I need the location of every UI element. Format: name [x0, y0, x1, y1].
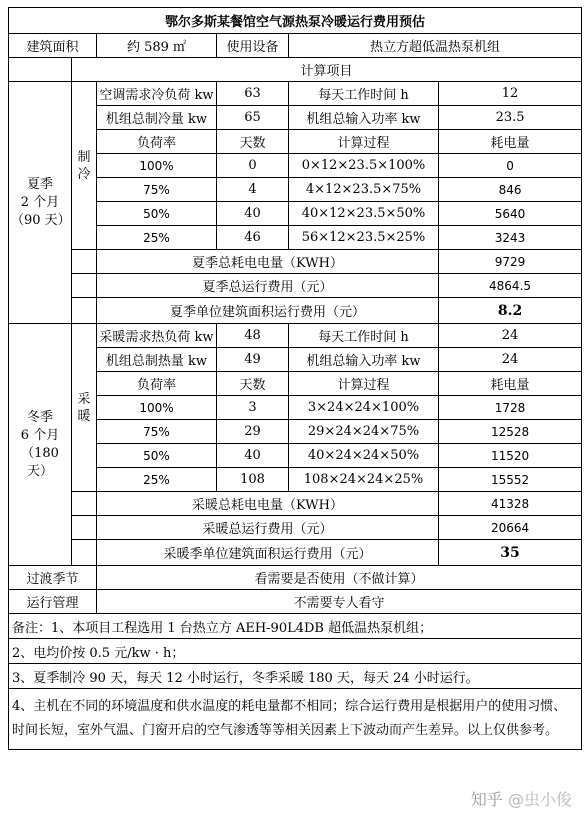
blank-cell	[9, 58, 72, 82]
summer-total-energy-label: 夏季总耗电电量（KWH）	[97, 250, 439, 274]
process-cell: 108×24×24×25%	[289, 468, 439, 492]
process-cell: 29×24×24×75%	[289, 420, 439, 444]
summer-col-rate: 负荷率	[97, 130, 217, 154]
summer-col-process: 计算过程	[289, 130, 439, 154]
summer-total-energy-value: 9729	[439, 250, 582, 274]
winter-load-label: 采暖需求热负荷 kw	[97, 324, 217, 348]
building-area-label: 建筑面积	[9, 34, 97, 58]
summer-capacity-value: 65	[217, 106, 289, 130]
winter-load-value: 48	[217, 324, 289, 348]
summer-col-energy: 耗电量	[439, 130, 582, 154]
summer-mode-char-1: 制	[77, 149, 91, 165]
rate-cell: 100%	[97, 396, 217, 420]
winter-col-process: 计算过程	[289, 372, 439, 396]
note-2: 2、电均价按 0.5 元/kw · h；	[9, 639, 582, 664]
watermark-author: @虫小俊	[507, 790, 572, 809]
winter-hours-label: 每天工作时间 h	[289, 324, 439, 348]
winter-mode-char-1: 采	[77, 391, 91, 407]
transition-season-label: 过渡季节	[9, 566, 97, 590]
note-3: 3、夏季制冷 90 天，每天 12 小时运行，冬季采暖 180 天，每天 24 小时运行。	[9, 664, 582, 689]
days-cell: 40	[217, 444, 289, 468]
blank-cell	[72, 298, 97, 324]
summer-load-value: 63	[217, 82, 289, 106]
transition-season-value: 看需要是否使用（不做计算）	[97, 566, 582, 590]
process-cell: 40×24×24×50%	[289, 444, 439, 468]
process-cell: 40×12×23.5×50%	[289, 202, 439, 226]
equipment-value: 热立方超低温热泵机组	[289, 34, 582, 58]
energy-cell: 846	[439, 178, 582, 202]
days-cell: 40	[217, 202, 289, 226]
winter-total-energy-value: 41328	[439, 492, 582, 516]
note-4: 4、主机在不同的环境温度和供水温度的耗电量都不相同；综合运行费用是根据用户的使用习惯、时间长短，室外气温、门窗开启的空气渗透等等相关因素上下波动而产生差异。以上仅供参考。	[9, 689, 582, 750]
winter-col-days: 天数	[217, 372, 289, 396]
summer-unit-cost-label: 夏季单位建筑面积运行费用（元）	[97, 298, 439, 324]
winter-col-energy: 耗电量	[439, 372, 582, 396]
energy-cell: 11520	[439, 444, 582, 468]
winter-total-cost-label: 采暖总运行费用（元）	[97, 516, 439, 540]
summer-power-value: 23.5	[439, 106, 582, 130]
summer-season-days: （90 天）	[11, 212, 71, 228]
winter-season-label	[9, 324, 72, 566]
winter-capacity-value: 49	[217, 348, 289, 372]
summer-season-label	[9, 82, 72, 324]
note-1: 备注：1、本项目工程选用 1 台热立方 AEH-90L4DB 超低温热泵机组；	[9, 614, 582, 639]
rate-cell: 50%	[97, 444, 217, 468]
rate-cell: 75%	[97, 178, 217, 202]
days-cell: 108	[217, 468, 289, 492]
winter-season-days: （180 天）	[21, 445, 59, 479]
summer-total-cost-value: 4864.5	[439, 274, 582, 298]
blank-cell	[72, 274, 97, 298]
equipment-label: 使用设备	[217, 34, 289, 58]
winter-total-energy-label: 采暖总耗电电量（KWH）	[97, 492, 439, 516]
energy-cell: 15552	[439, 468, 582, 492]
blank-cell	[72, 250, 97, 274]
summer-unit-cost-value: 8.2	[439, 298, 582, 324]
cost-estimate-table	[8, 7, 582, 750]
rate-cell: 25%	[97, 226, 217, 250]
process-cell: 0×12×23.5×100%	[289, 154, 439, 178]
calc-items-header: 计算项目	[72, 58, 582, 82]
summer-season-months: 2 个月	[20, 194, 60, 210]
winter-unit-cost-value: 35	[439, 540, 582, 566]
summer-load-label: 空调需求冷负荷 kw	[97, 82, 217, 106]
rate-cell: 25%	[97, 468, 217, 492]
energy-cell: 0	[439, 154, 582, 178]
winter-mode-char-2: 暖	[77, 408, 91, 424]
summer-hours-value: 12	[439, 82, 582, 106]
process-cell: 3×24×24×100%	[289, 396, 439, 420]
summer-total-cost-label: 夏季总运行费用（元）	[97, 274, 439, 298]
summer-mode-label	[72, 82, 97, 250]
building-area-value: 约 589 ㎡	[97, 34, 217, 58]
blank-cell	[72, 516, 97, 540]
rate-cell: 50%	[97, 202, 217, 226]
winter-season-name: 冬季	[26, 409, 53, 425]
winter-capacity-label: 机组总制热量 kw	[97, 348, 217, 372]
winter-mode-label	[72, 324, 97, 492]
table-title: 鄂尔多斯某餐馆空气源热泵冷暖运行费用预估	[9, 8, 582, 34]
operation-management-value: 不需要专人看守	[97, 590, 582, 614]
winter-col-rate: 负荷率	[97, 372, 217, 396]
winter-hours-value: 24	[439, 324, 582, 348]
blank-cell	[72, 492, 97, 516]
winter-unit-cost-label: 采暖季单位建筑面积运行费用（元）	[97, 540, 439, 566]
blank-cell	[72, 540, 97, 566]
process-cell: 4×12×23.5×75%	[289, 178, 439, 202]
winter-power-label: 机组总输入功率 kw	[289, 348, 439, 372]
summer-col-days: 天数	[217, 130, 289, 154]
days-cell: 29	[217, 420, 289, 444]
energy-cell: 5640	[439, 202, 582, 226]
energy-cell: 1728	[439, 396, 582, 420]
days-cell: 0	[217, 154, 289, 178]
days-cell: 46	[217, 226, 289, 250]
energy-cell: 3243	[439, 226, 582, 250]
summer-hours-label: 每天工作时间 h	[289, 82, 439, 106]
summer-power-label: 机组总输入功率 kw	[289, 106, 439, 130]
days-cell: 4	[217, 178, 289, 202]
days-cell: 3	[217, 396, 289, 420]
rate-cell: 75%	[97, 420, 217, 444]
summer-season-name: 夏季	[26, 176, 53, 192]
process-cell: 56×12×23.5×25%	[289, 226, 439, 250]
winter-power-value: 24	[439, 348, 582, 372]
operation-management-label: 运行管理	[9, 590, 97, 614]
winter-season-months: 6 个月	[20, 427, 60, 443]
watermark-site: 知乎	[470, 790, 503, 809]
winter-total-cost-value: 20664	[439, 516, 582, 540]
rate-cell: 100%	[97, 154, 217, 178]
summer-mode-char-2: 冷	[77, 166, 91, 182]
energy-cell: 12528	[439, 420, 582, 444]
watermark	[471, 787, 572, 810]
summer-capacity-label: 机组总制冷量 kw	[97, 106, 217, 130]
